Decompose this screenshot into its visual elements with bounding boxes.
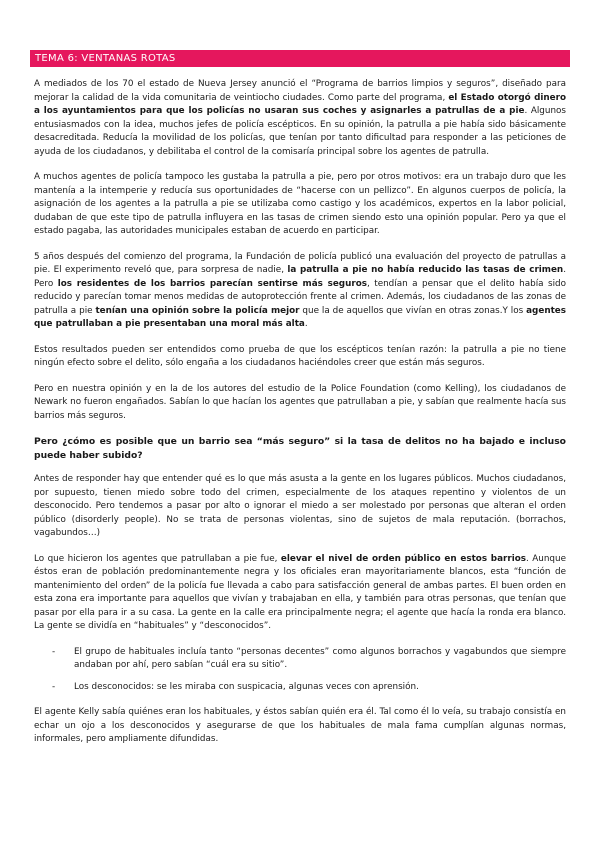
bullet-list [34,646,566,695]
paragraph-2: A muchos agentes de policía tampoco les gustaba la patrulla a pie, pero por otros motivos: era un trabajo duro que les mantenía a la intemperie y reducía sus oportunidades de “hacerse con un pellizco”. En algunos cuerpos de policía, la asignación de los agentes a la patrulla a pie se utilizaba como castigo y los académicos, expertos en la labor policial, dudaban de que este tipo de patrulla influyera en las tasas de crimen siendo esto una opinión popular. Pero ya que el estado pagaba, las autoridades municipales estaban de acuerdo en participar. [34,172,566,236]
paragraph-7: Lo que hicieron los agentes que patrullaban a pie fue, elevar el nivel de orden público en estos barrios. Aunque éstos eran de población predominantemente negra y los oficiales eran mayoritariamente blancos, esta “función de mantenimiento del orden” de la policía fue llevada a cabo para satisfacción general de ambas partes. El buen orden en esta zona era importante para aquellos que vivían y trabajaban en ella, y también para otras personas, que tenían que pasar por ella para ir a su casa. La gente en la calle era principalmente negra; el agente que hacía la ronda era blanco. La gente se dividía en “habituales” y “desconocidos”. [34,553,566,631]
dash-bullet: - [52,646,56,657]
paragraph-6: Antes de responder hay que entender qué es lo que más asusta a la gente en los lugares públicos. Muchos ciudadanos, por supuesto, tienen miedo sobre todo del crimen, especialmente de los ataques repentino y violentos de un desconocido. Pero tendemos a pasar por alto o ignorar el miedo a ser molestado por personas que alteran el orden público (disorderly people). No se trata de personas violentas, sino de sujetos de mala reputación. (borrachos, vagabundos…) [34,474,566,538]
paragraph-8: El agente Kelly sabía quiénes eran los habituales, y éstos sabían quién era él. Tal como él lo veía, su trabajo consistía en echar un ojo a los desconocidos y asegurarse de que los habituales de mala fama cumplían algunas normas, informales, pero ampliamente difundidas. [34,707,566,744]
section-header-bar [30,50,570,67]
paragraph-5: Pero en nuestra opinión y en la de los autores del estudio de la Police Foundation (como Kelling), los ciudadanos de Newark no fueron engañados. Sabían lo que hacían los agentes que patrullaban a pie, y sabían que realmente hacía sus barrios más seguros. [34,383,566,421]
paragraph-3: 5 años después del comienzo del programa, la Fundación de policía publicó una evaluación del proyecto de patrullas a pie. El experimento reveló que, para sorpresa de nadie, la patrulla a pie no había reducido las tasas de crimen. Pero los residentes de los barrios parecían sentirse más seguros, tendían a pensar que el delito había sido reducido y parecían tomar menos medidas de autoprotección frente al crimen. Además, los ciudadanos de las zonas de patrulla a pie tenían una opinión sobre la policía mejor que la de aquellos que vivían en otras zonas.Y los agentes que patrullaban a pie presentaban una moral más alta. [34,251,566,329]
paragraph-4: Estos resultados pueden ser entendidos como prueba de que los escépticos tenían razón: la patrulla a pie no tiene ningún efecto sobre el delito, sólo engaña a los ciudadanos haciéndoles creer que están más seguros. [34,344,566,368]
list-item: - Los desconocidos: se les miraba con suspicacia, algunas veces con aprensión. [74,681,566,695]
section-title: TEMA 6: VENTANAS ROTAS [35,53,176,64]
list-item: - El grupo de habituales incluía tanto “personas decentes” como algunos borrachos y vagabundos que siempre andaban por ahí, pero sabían “cuál era su sitio”. [52,646,566,670]
paragraph-1: A mediados de los 70 el estado de Nueva Jersey anunció el “Programa de barrios limpios y seguros”, diseñado para mejorar la calidad de la vida comunitaria de veintiocho ciudades. Como parte del programa, el Estado otorgó dinero a los ayuntamientos para que los policías no usaran sus coches y asignarles a patrullas de a pie. Algunos entusiasmados con la idea, muchos jefes de policía escépticos. En su opinión, la patrulla a pie había sido básicamente desacreditada. Reducía la movilidad de los policías, que tenían por tanto dificultad para responder a las peticiones de ayuda de los ciudadanos, y debilitaba el control de la comisaría principal sobre los agentes de patrulla. [34,79,566,157]
dash-bullet: - [52,681,56,692]
document-body [34,78,566,759]
question-heading: Pero ¿cómo es posible que un barrio sea “más seguro” si la tasa de delitos no ha bajado e incluso puede haber subido? [34,436,566,461]
